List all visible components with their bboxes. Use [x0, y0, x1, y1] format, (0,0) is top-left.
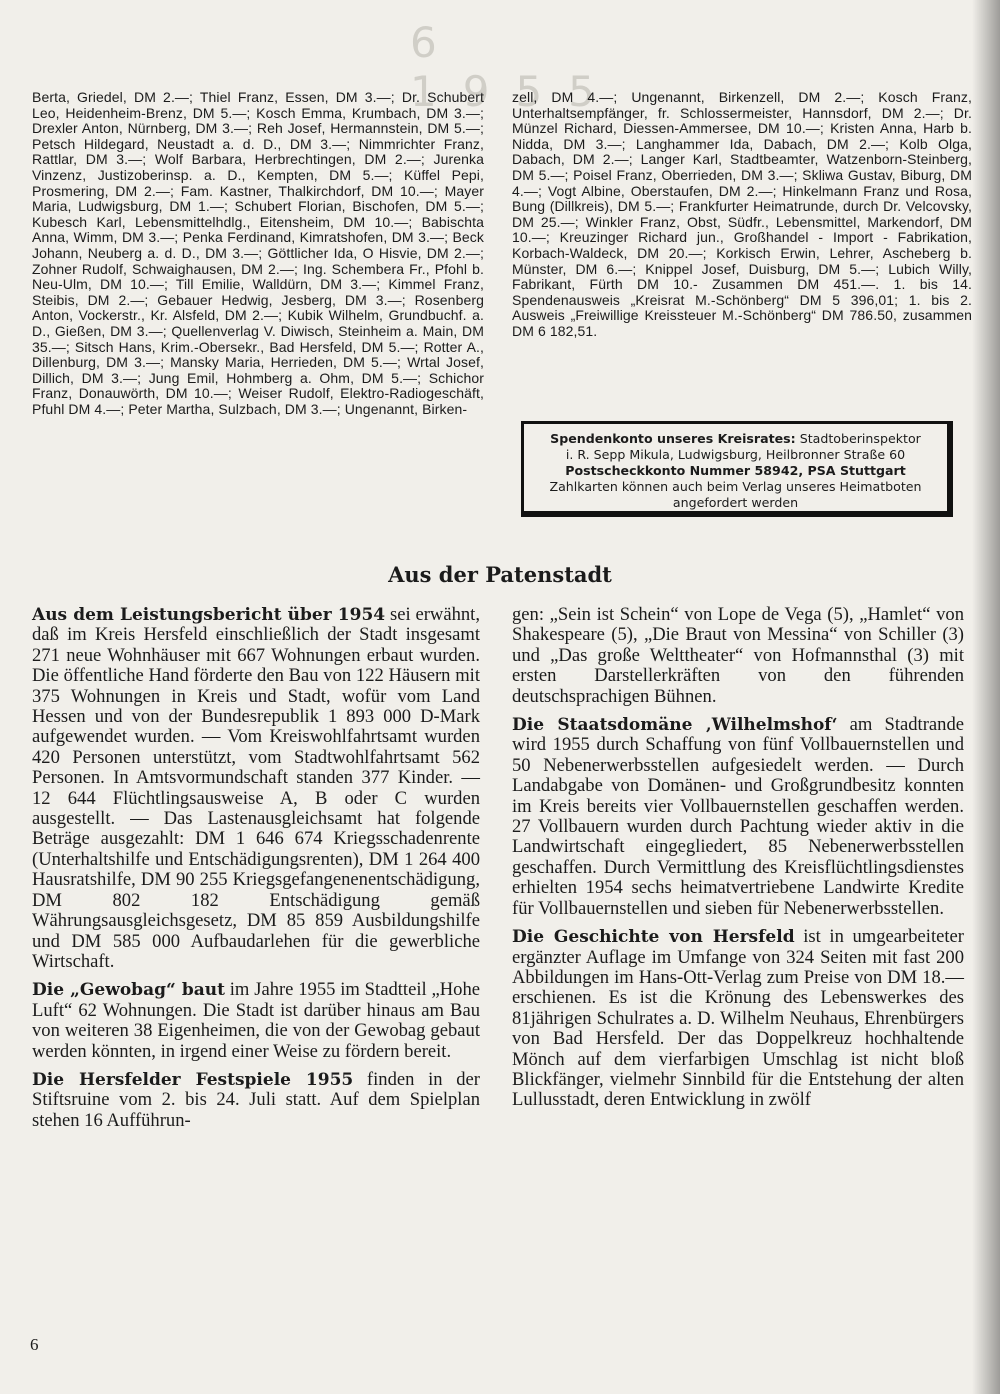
- paragraph-lead: Die Geschichte von Hersfeld: [512, 927, 795, 948]
- article-column-1: [32, 605, 480, 1139]
- donor-list-column-2: zell, DM 4.—; Ungenannt, Birkenzell, DM 2.—; Kosch Franz, Unterhaltsempfänger, fr. Schlossermeister, Hannsdorf, DM 2.—; Dr. Münzel Richard, Diessen-Ammersee, DM 10.—; Kristen Anna, Harb b. Nidda, DM 3.—; Langhammer Ida, Dabach, DM 2.—; Kolb Olga, Dabach, DM 2.—; Langer Karl, Stadtbeamter, Watzenborn-Steinberg, DM 5.—; Poisel Franz, Oberrieden, DM 3.—; Skliwa Gustav, Biburg, DM 4.—; Vogt Albine, Oberstaufen, DM 2.—; Hinkelmann Franz und Rosa, Bung (Dillkreis), DM 5.—; Frankfurter Heimatrunde, durch Dr. Velcovsky, DM 25.—; Winkler Franz, Obst, Südfr., Lebensmittel, Markendorf, DM 10.—; Kreuzinger Richard jun., Großhandel - Import - Fabrikation, Korbach-Waldeck, DM 20.—; Korkisch Erwin, Lehrer, Ascheberg b. Münster, DM 6.—; Knippel Josef, Duisburg, DM 5.—; Lubich Willy, Fabrikant, Fürth DM 10.- Zusammen DM 451.—. 1. bis 14. Spendenausweis „Kreisrat M.-Schönberg“ DM 5 396,01; 1. bis 2. Ausweis „Freiwillige Kreissteuer M.-Schönberg“ DM 786.50, zusammen DM 6 182,51.: [512, 89, 972, 339]
- paragraph-text: finden in der Stiftsruine vom 2. bis 24. Juli statt. Auf dem Spielplan stehen 16 Aufführun-: [32, 1068, 480, 1131]
- paragraph-lead: Die Hersfelder Festspiele 1955: [32, 1069, 354, 1090]
- scan-edge-shadow: [972, 0, 1000, 1394]
- notice-label: Spendenkonto unseres Kreisrates:: [550, 431, 796, 446]
- paragraph-lead: Aus dem Leistungsbericht über 1954: [32, 605, 386, 625]
- page-number: 6: [30, 1335, 39, 1354]
- paragraph-text: sei erwähnt, daß im Kreis Hersfeld einschließlich der Stadt insgesamt 271 neue Wohnhäuser mit 667 Wohnungen erbaut wurden. Die öffentliche Hand förderte den Bau von 122 Häusern mit 375 Wohnungen in Kreis und Stadt, wofür vom Land Hessen und von der Bundesrepublik 1 893 000 D-Mark aufgewendet wurden. — Vom Kreiswohlfahrtsamt wurden 420 Personen unterstützt, vom Stadtwohlfahrtsamt 562 Personen. In Amtsvormundschaft standen 377 Kinder. — 12 644 Flüchtlingsausweise A, B oder C wurden ausgestellt. — Das Lastenausgleichsamt hat folgende Beträge ausgezahlt: DM 1 646 674 Kriegsschadenrente (Unterhaltshilfe und Entschädigungsrenten), DM 1 264 400 Hausratshilfe, DM 90 255 Kriegsgefangenenentschädigung, DM 802 182 Entschädigung gemäß Währungsausgleichsgesetz, DM 85 859 Ausbildungshilfe und DM 585 000 Aufbaudarlehen für die gewerbliche Wirtschaft.: [32, 604, 480, 972]
- notice-line2: i. R. Sepp Mikula, Ludwigsburg, Heilbronner Straße 60: [565, 447, 906, 462]
- paragraph-text: ist in umgearbeiteter ergänzter Auflage im Umfange von 324 Seiten mit fast 200 Abbildungen im Hans-Ott-Verlag zum Preise von DM 18.— erschienen. Es ist die Krönung des Lebenswerkes des 81jährigen Schulrates a. D. Wilhelm Neuhaus, Ehrenbürgers von Bad Hersfeld. Der das Doppelkreuz hochhaltende Mönch auf dem vierfarbigen Umschlag ist nicht bloß Blickfänger, vielmehr Sinnbild für die Entstehung der alten Lullusstadt, deren Entwicklung in zwölf: [512, 926, 964, 1111]
- article-paragraph: [512, 605, 964, 707]
- paragraph-text: am Stadtrande wird 1955 durch Schaffung von fünf Vollbauernstellen und 50 Nebenerwerbsstellen aufgesiedelt werden. — Durch Landabgabe von Domänen- und Großgrundbesitz konnten im Kreis bereits vier Vollbauernstellen geschaffen werden. 27 Vollbauern wurden durch Pachtung wieder aktiv in die Landwirtschaft eingegliedert, 85 Nebenerwerbsstellen geschaffen. Durch Vermittlung des Kreisflüchtlingsdienstes erhielten 1954 sechs heimatvertriebene Landwirte Kredite für Vollbauernstellen und sieben für Nebenerwerbsstellen.: [512, 714, 964, 919]
- article-paragraph: [512, 927, 964, 1111]
- paragraph-text: gen: „Sein ist Schein“ von Lope de Vega (5), „Hamlet“ von Shakespeare (5), „Die Braut von Messina“ von Schiller (3) und „Das große Welttheater“ von Hofmannsthal (3) mit ersten Darstellerkräften von den führenden deutschsprachigen Bühnen.: [512, 604, 964, 707]
- article-paragraph: [32, 605, 480, 972]
- article-paragraph: [512, 715, 964, 919]
- article-paragraph: [32, 980, 480, 1062]
- notice-line1: Stadtoberinspektor: [795, 431, 921, 446]
- paragraph-text: im Jahre 1955 im Stadtteil „Hohe Luft“ 62 Wohnungen. Die Stadt ist darüber hinaus am Bau von weiteren 38 Eigenheimen, die von der Gewobag gebaut werden könnten, in irgend einer Weise zu fördern bereit.: [32, 979, 480, 1062]
- donor-list-column-1: Berta, Griedel, DM 2.—; Thiel Franz, Essen, DM 3.—; Dr. Schubert Leo, Heidenheim-Brenz, DM 5.—; Kosch Emma, Krumbach, DM 3.—; Drexler Anton, Nürnberg, DM 3.—; Reh Josef, Hermannstein, DM 5.—; Petsch Hildegard, Neustadt a. d. D., DM 3.—; Nimmrichter Franz, Rattlar, DM 3.—; Wolf Barbara, Herbrechtingen, DM 2.—; Jurenka Vinzenz, Justizoberinsp. a. D., Kempten, DM 5.—; Küffel Pepi, Prosmering, DM 2.—; Fam. Kastner, Thalkirchdorf, DM 10.—; Mayer Maria, Ludwigsburg, DM 1.—; Schubert Florian, Bischofen, DM 5.—; Kubesch Karl, Lebensmittelhdlg., Eitensheim, DM 10.—; Babischta Anna, Wimm, DM 3.—; Penka Ferdinand, Kimratshofen, DM 3.—; Beck Johann, Neuberg a. d. D., DM 3.—; Göttlicher Ida, O Hisvie, DM 2.—; Zohner Rudolf, Schwaighausen, DM 2.—; Ing. Schembera Fr., Pfohl b. Neu-Ulm, DM 10.—; Till Emilie, Walldürn, DM 3.—; Kimmel Franz, Steibis, DM 2.—; Gebauer Hedwig, Jesberg, DM 3.—; Rosenberg Anton, Vockerstr., Kr. Alsfeld, DM 2.—; Kubik Wilhelm, Grundbuchf. a. D., Gießen, DM 3.—; Quellenverlag V. Diwisch, Steinheim a. Main, DM 35.—; Sitsch Hans, Krim.-Obersekr., Bad Hersfeld, DM 5.—; Rotter A., Dillenburg, DM 3.—; Mansky Maria, Herrieden, DM 5.—; Wrtal Josef, Dillich, DM 3.—; Jung Emil, Hohmberg a. Ohm, DM 5.—; Schichor Franz, Donauwörth, DM 10.—; Weiser Rudolf, Elektro-Radiogeschäft, Pfuhl DM 4.—; Peter Martha, Sulzbach, DM 3.—; Ungenannt, Birken-: [32, 89, 484, 417]
- donation-account-notice: [521, 421, 953, 517]
- notice-account-number: Postscheckkonto Nummer 58942, PSA Stuttgart: [565, 463, 906, 478]
- article-column-2: [512, 605, 964, 1119]
- notice-line4: Zahlkarten können auch beim Verlag unseres Heimatboten angefordert werden: [549, 479, 922, 510]
- paragraph-lead: Die Staatsdomäne ‚Wilhelmshof‘: [512, 715, 838, 736]
- page-stamp: 6 1955: [410, 18, 621, 116]
- paragraph-lead: Die „Gewobag“ baut: [32, 980, 225, 1001]
- article-paragraph: [32, 1070, 480, 1131]
- section-headline: Aus der Patenstadt: [388, 562, 612, 587]
